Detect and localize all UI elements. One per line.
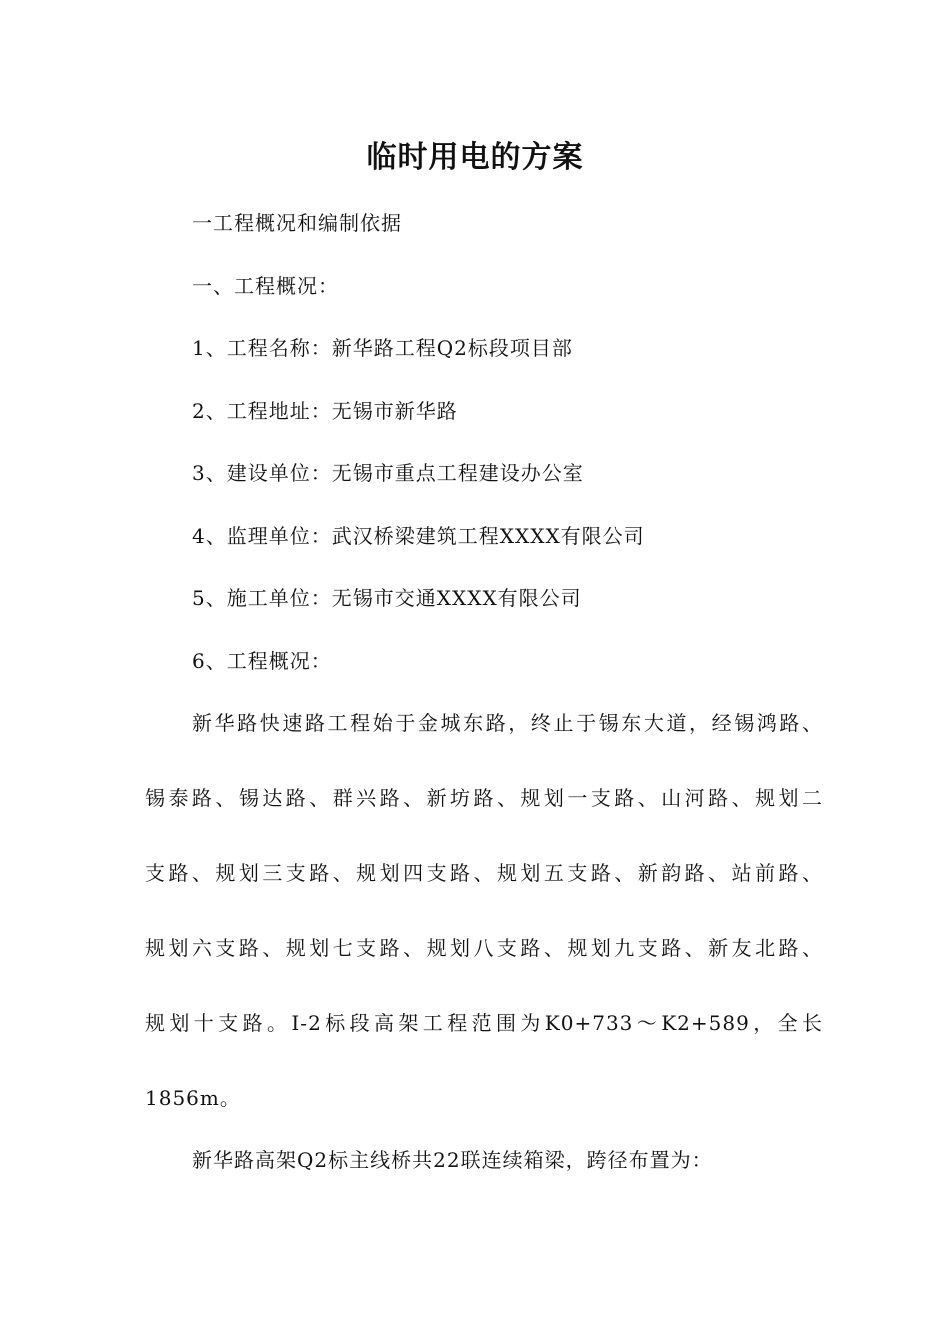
item-construction-unit: 3、建设单位：无锡市重点工程建设办公室	[192, 461, 584, 485]
item-contractor: 5、施工单位：无锡市交通XXXX有限公司	[192, 586, 582, 610]
item-project-overview: 6、工程概况：	[192, 649, 332, 673]
paragraph-line: 新华路快速路工程始于金城东路，终止于锡东大道，经锡鸿路、	[192, 711, 823, 735]
item-project-name: 1、工程名称：新华路工程Q2标段项目部	[192, 336, 573, 360]
item-project-address: 2、工程地址：无锡市新华路	[192, 399, 458, 423]
paragraph-line: 锡泰路、锡达路、群兴路、新坊路、规划一支路、山河路、规划二	[145, 786, 823, 810]
paragraph-line: 规划十支路。I-2标段高架工程范围为K0+733～K2+589，全长	[145, 1011, 823, 1035]
section-heading: 一工程概况和编制依据	[192, 211, 402, 235]
paragraph-line: 新华路高架Q2标主线桥共22联连续箱梁，跨径布置为：	[192, 1148, 713, 1172]
item-supervision-unit: 4、监理单位：武汉桥梁建筑工程XXXX有限公司	[192, 524, 645, 548]
paragraph-line: 支路、规划三支路、规划四支路、规划五支路、新韵路、站前路、	[145, 861, 823, 885]
paragraph-line: 1856m。	[145, 1086, 241, 1110]
subsection-heading: 一、工程概况：	[192, 274, 339, 298]
paragraph-line: 规划六支路、规划七支路、规划八支路、规划九支路、新友北路、	[145, 936, 823, 960]
document-title: 临时用电的方案	[366, 140, 584, 175]
